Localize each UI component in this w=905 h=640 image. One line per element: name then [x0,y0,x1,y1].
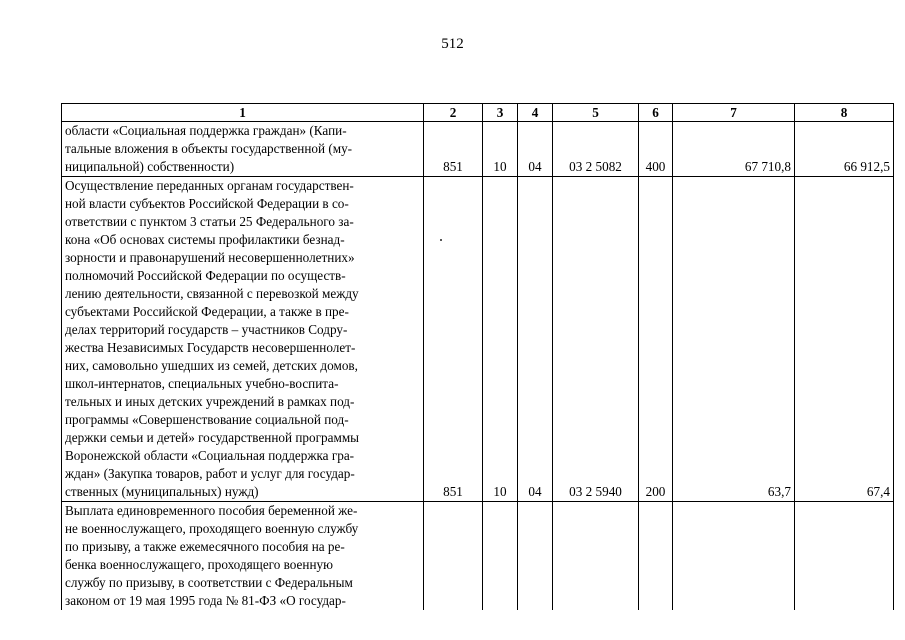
header-col-3: 3 [483,104,518,122]
cell-col-8: 66 912,5 [795,122,894,177]
cell-col-4: 04 [518,177,553,502]
description-line: программы «Совершенствование социальной под- [65,412,349,427]
description-line: лению деятельности, связанной с перевозкой между [65,286,359,301]
scan-speck [440,239,442,241]
cell-col-3: 10 [483,122,518,177]
description-line: службу по призыву, в соответствии с Федеральным [65,575,353,590]
cell-col-2: 851 [424,177,483,502]
table-row [62,122,894,177]
header-col-4: 4 [518,104,553,122]
table-header-row [62,104,894,122]
description-line: Воронежской области «Социальная поддержка гра- [65,448,355,463]
cell-col-4: 04 [518,122,553,177]
description-line: не военнослужащего, проходящего военную службу [65,521,359,536]
description-line: тельных и иных детских учреждений в рамках под- [65,394,355,409]
budget-table [61,103,894,610]
cell-col-8 [795,502,894,611]
description-line: зорности и правонарушений несовершеннолетних» [65,250,355,265]
description-line: по призыву, а также ежемесячного пособия на ре- [65,539,345,554]
cell-col-2 [424,502,483,611]
cell-col-6: 400 [639,122,673,177]
table-row [62,502,894,611]
cell-col-3: 10 [483,177,518,502]
cell-col-5 [553,502,639,611]
header-col-7: 7 [673,104,795,122]
description-line: Выплата единовременного пособия беременной же- [65,503,358,518]
row-description [62,177,424,502]
cell-col-3 [483,502,518,611]
header-col-2: 2 [424,104,483,122]
row-description [62,502,424,611]
description-line: жества Независимых Государств несовершеннолет- [65,340,356,355]
description-line: полномочий Российской Федерации по осуществ- [65,268,346,283]
description-line: школ-интернатов, специальных учебно-воспита- [65,376,339,391]
description-line: Осуществление переданных органам государствен- [65,178,354,193]
row-description [62,122,424,177]
cell-col-6: 200 [639,177,673,502]
cell-col-6 [639,502,673,611]
description-line: ответствии с пунктом 3 статьи 25 Федерального за- [65,214,354,229]
cell-col-7: 63,7 [673,177,795,502]
description-line: субъектами Российской Федерации, а также в пре- [65,304,349,319]
table-row [62,177,894,502]
description-line: кона «Об основах системы профилактики безнад- [65,232,345,247]
cell-col-7 [673,502,795,611]
description-line: делах территорий государств – участников Содру- [65,322,348,337]
header-col-5: 5 [553,104,639,122]
description-line: ной власти субъектов Российской Федерации в со- [65,196,349,211]
cell-col-5: 03 2 5940 [553,177,639,502]
header-col-1: 1 [62,104,424,122]
description-line: них, самовольно ушедших из семей, детских домов, [65,358,358,373]
description-line: ственных (муниципальных) нужд) [65,484,259,499]
description-line: держки семьи и детей» государственной программы [65,430,360,445]
cell-col-8: 67,4 [795,177,894,502]
description-line: законом от 19 мая 1995 года № 81-ФЗ «О государ- [65,593,346,608]
cell-col-7: 67 710,8 [673,122,795,177]
cell-col-4 [518,502,553,611]
header-col-8: 8 [795,104,894,122]
description-line: области «Социальная поддержка граждан» (Капи- [65,123,347,138]
cell-col-2: 851 [424,122,483,177]
description-line: бенка военнослужащего, проходящего военную [65,557,333,572]
description-line: ждан» (Закупка товаров, работ и услуг для государ- [65,466,355,481]
description-line: ниципальной) собственности) [65,159,235,174]
description-line: тальные вложения в объекты государственной (му- [65,141,353,156]
cell-col-5: 03 2 5082 [553,122,639,177]
page-number: 512 [441,36,464,52]
header-col-6: 6 [639,104,673,122]
